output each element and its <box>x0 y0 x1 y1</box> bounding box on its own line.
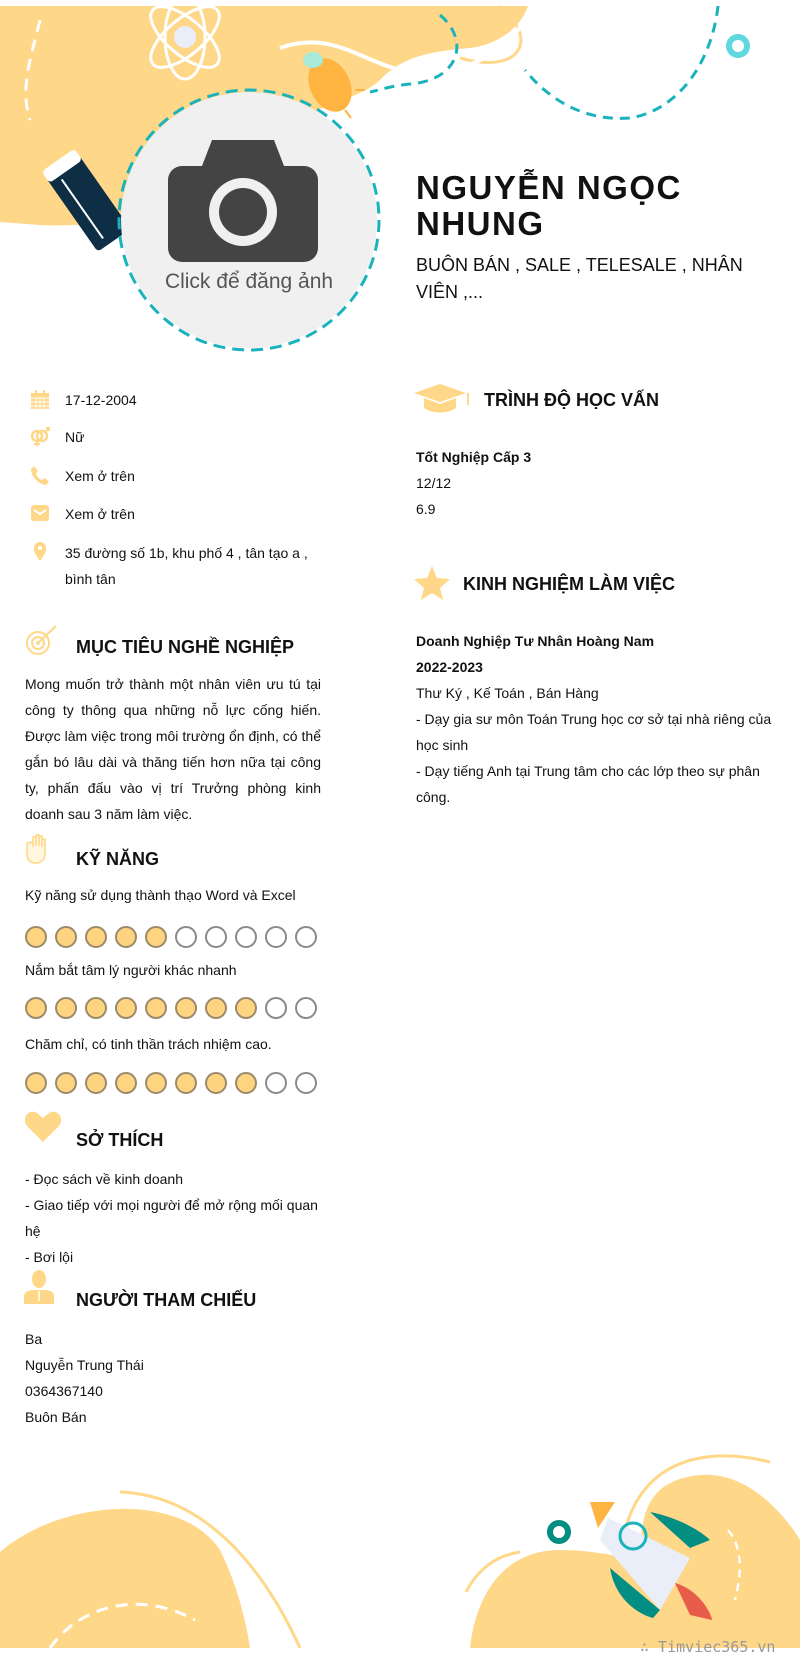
rating-dot-empty[interactable] <box>295 1072 317 1094</box>
rating-dot-filled[interactable] <box>205 997 227 1019</box>
rating-dot-empty[interactable] <box>295 926 317 948</box>
experience-heading: KINH NGHIỆM LÀM VIỆC <box>463 574 676 594</box>
photo-upload-label: Click để đăng ảnh <box>164 270 334 293</box>
rating-dot-filled[interactable] <box>175 997 197 1019</box>
phone-icon <box>30 465 50 485</box>
rating-dot-filled[interactable] <box>235 997 257 1019</box>
rating-dot-filled[interactable] <box>145 1072 167 1094</box>
photo-upload[interactable] <box>121 92 377 348</box>
experience-detail: - Dạy tiếng Anh tại Trung tâm cho các lớp theo sự phân công. <box>416 763 760 805</box>
calendar-icon <box>30 390 50 410</box>
footer-decoration <box>0 1440 800 1661</box>
education-score: 6.9 <box>416 501 436 517</box>
rating-dot-filled[interactable] <box>115 1072 137 1094</box>
rating-dot-filled[interactable] <box>145 997 167 1019</box>
experience-detail: - Dạy gia sư môn Toán Trung học cơ sở tại nhà riêng của học sinh <box>416 711 772 753</box>
hobby-item: - Bơi lội <box>25 1249 74 1265</box>
experience-period: 2022-2023 <box>416 659 483 675</box>
objective-text: Mong muốn trở thành một nhân viên ưu tú tại công ty thông qua những nỗ lực cống hiến. Được làm việc trong môi trường ổn định, có thể gắn bó lâu dài và thăng tiến hơn nữa tại công ty, phấn đấu vào vị trí Trưởng phòng kinh doanh sau 3 năm làm việc. <box>25 676 321 822</box>
rating-dot-filled[interactable] <box>115 997 137 1019</box>
hobbies-heading: SỞ THÍCH <box>76 1130 164 1150</box>
rating-dot-filled[interactable] <box>55 997 77 1019</box>
rating-dot-filled[interactable] <box>55 1072 77 1094</box>
hobby-item: - Đọc sách về kinh doanh <box>25 1171 183 1187</box>
rating-dot-filled[interactable] <box>175 1072 197 1094</box>
education-time: 12/12 <box>416 475 452 491</box>
rating-dot-filled[interactable] <box>85 926 107 948</box>
rating-dot-empty[interactable] <box>265 997 287 1019</box>
heart-icon <box>24 1110 62 1144</box>
graduation-cap-icon <box>414 382 470 414</box>
references-heading: NGƯỜI THAM CHIẾU <box>76 1290 257 1310</box>
camera-icon <box>167 132 319 262</box>
skills-heading: KỸ NĂNG <box>76 849 160 869</box>
rating-dot-filled[interactable] <box>25 1072 47 1094</box>
reference-job: Buôn Bán <box>25 1409 87 1425</box>
skill-label: Kỹ năng sử dụng thành thạo Word và Excel <box>25 887 296 903</box>
star-icon <box>414 566 450 600</box>
gender-icon <box>30 427 50 447</box>
skill-rating <box>25 926 317 948</box>
references-list <box>25 1326 325 1430</box>
reference-relation: Ba <box>25 1331 43 1347</box>
person-icon <box>24 1270 54 1304</box>
rating-dot-filled[interactable] <box>145 926 167 948</box>
email: Xem ở trên <box>65 506 135 522</box>
experience-role: Thư Ký , Kế Toán , Bán Hàng <box>416 685 599 701</box>
email-icon <box>30 503 50 523</box>
hand-icon <box>24 833 48 865</box>
rating-dot-filled[interactable] <box>25 926 47 948</box>
rating-dot-filled[interactable] <box>55 926 77 948</box>
target-icon <box>24 623 58 657</box>
experience-company: Doanh Nghiệp Tư Nhân Hoàng Nam <box>416 633 655 649</box>
education-entry <box>416 444 776 522</box>
rating-dot-empty[interactable] <box>205 926 227 948</box>
rating-dot-empty[interactable] <box>175 926 197 948</box>
birthday: 17-12-2004 <box>65 392 137 408</box>
skill-label: Nắm bắt tâm lý người khác nhanh <box>25 962 237 978</box>
rating-dot-filled[interactable] <box>85 997 107 1019</box>
rating-dot-filled[interactable] <box>85 1072 107 1094</box>
education-school: Tốt Nghiệp Cấp 3 <box>416 449 532 465</box>
location-icon <box>30 541 50 561</box>
skill-rating <box>25 997 317 1019</box>
candidate-name: NGUYỄN NGỌC NHUNG <box>416 169 682 242</box>
rating-dot-empty[interactable] <box>265 926 287 948</box>
rating-dot-filled[interactable] <box>205 1072 227 1094</box>
hobbies-list <box>25 1166 325 1270</box>
phone: Xem ở trên <box>65 468 135 484</box>
hobby-item: - Giao tiếp với mọi người để mở rộng mối quan hệ <box>25 1197 318 1239</box>
rating-dot-empty[interactable] <box>295 997 317 1019</box>
rating-dot-filled[interactable] <box>235 1072 257 1094</box>
skill-label: Chăm chỉ, có tinh thần trách nhiệm cao. <box>25 1036 272 1052</box>
objective-heading: MỤC TIÊU NGHỀ NGHIỆP <box>76 637 295 657</box>
rating-dot-empty[interactable] <box>235 926 257 948</box>
candidate-position: BUÔN BÁN , SALE , TELESALE , NHÂN VIÊN ,... <box>416 255 743 302</box>
education-heading: TRÌNH ĐỘ HỌC VẤN <box>484 390 659 410</box>
gender: Nữ <box>65 429 85 445</box>
watermark: ∴ Timviec365.vn <box>640 1638 776 1656</box>
rating-dot-empty[interactable] <box>265 1072 287 1094</box>
reference-name: Nguyễn Trung Thái <box>25 1357 144 1373</box>
skill-rating <box>25 1072 317 1094</box>
reference-phone: 0364367140 <box>25 1383 103 1399</box>
rating-dot-filled[interactable] <box>115 926 137 948</box>
rating-dot-filled[interactable] <box>25 997 47 1019</box>
experience-entry <box>416 628 776 810</box>
address: 35 đường số 1b, khu phố 4 , tân tạo a , bình tân <box>65 545 308 587</box>
